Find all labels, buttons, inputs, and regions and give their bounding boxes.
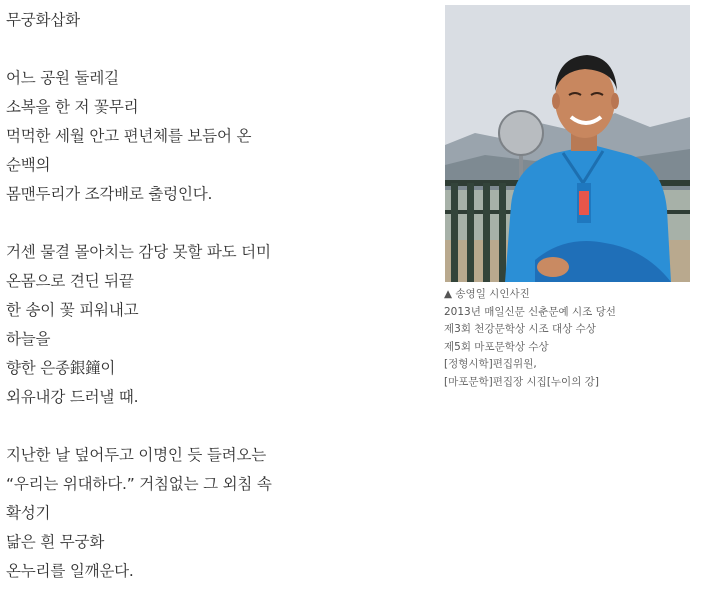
poem-line: “우리는 위대하다.” 거침없는 그 외침 속 <box>6 475 272 493</box>
poem-line: 확성기 <box>6 504 51 522</box>
caption-line: [마포문학]편집장 시집[누이의 강] <box>444 375 599 388</box>
caption-line: 2013년 매일신문 신춘문예 시조 당선 <box>444 305 616 318</box>
caption-line: [정형시학]편집위원, <box>444 358 537 370</box>
poem <box>6 6 426 586</box>
poem-title: 무궁화삽화 <box>6 11 80 29</box>
poem-line: 향한 은종銀鐘이 <box>6 359 116 377</box>
poem-line: 어느 공원 둘레길 <box>6 69 119 87</box>
poem-line: 몸맨두리가 조각배로 출렁인다. <box>6 185 213 203</box>
photo-caption <box>444 286 704 391</box>
stanza-2 <box>6 238 426 412</box>
poem-line: 거센 물결 몰아치는 감당 못할 파도 더미 <box>6 243 271 261</box>
poem-line: 한 송이 꽃 피워내고 <box>6 301 139 319</box>
stanza-gap <box>6 35 426 64</box>
poem-line: 외유내강 드러낼 때. <box>6 388 139 406</box>
poem-line: 순백의 <box>6 156 51 174</box>
poem-line: 온몸으로 견딘 뒤끝 <box>6 272 134 290</box>
poem-line: 온누리를 일깨운다. <box>6 562 134 580</box>
portrait-photo-icon <box>445 5 690 282</box>
caption-line: 제5회 마포문학상 수상 <box>444 340 549 353</box>
poet-photo <box>445 5 690 282</box>
poem-line: 소복을 한 저 꽃무리 <box>6 98 139 116</box>
stanza-gap <box>6 209 426 238</box>
poem-line: 지난한 날 덮어두고 이명인 듯 들려오는 <box>6 446 267 464</box>
caption-line: 제3회 천강문학상 시조 대상 수상 <box>444 323 596 335</box>
stanza-3 <box>6 441 426 586</box>
poem-line: 하늘을 <box>6 330 51 348</box>
poem-line: 먹먹한 세월 안고 편년체를 보듬어 온 <box>6 127 252 145</box>
stanza-1 <box>6 64 426 209</box>
stanza-gap <box>6 412 426 441</box>
caption-title: ▲ 송영일 시인사진 <box>444 288 530 300</box>
poem-line: 닮은 흰 무궁화 <box>6 533 105 551</box>
